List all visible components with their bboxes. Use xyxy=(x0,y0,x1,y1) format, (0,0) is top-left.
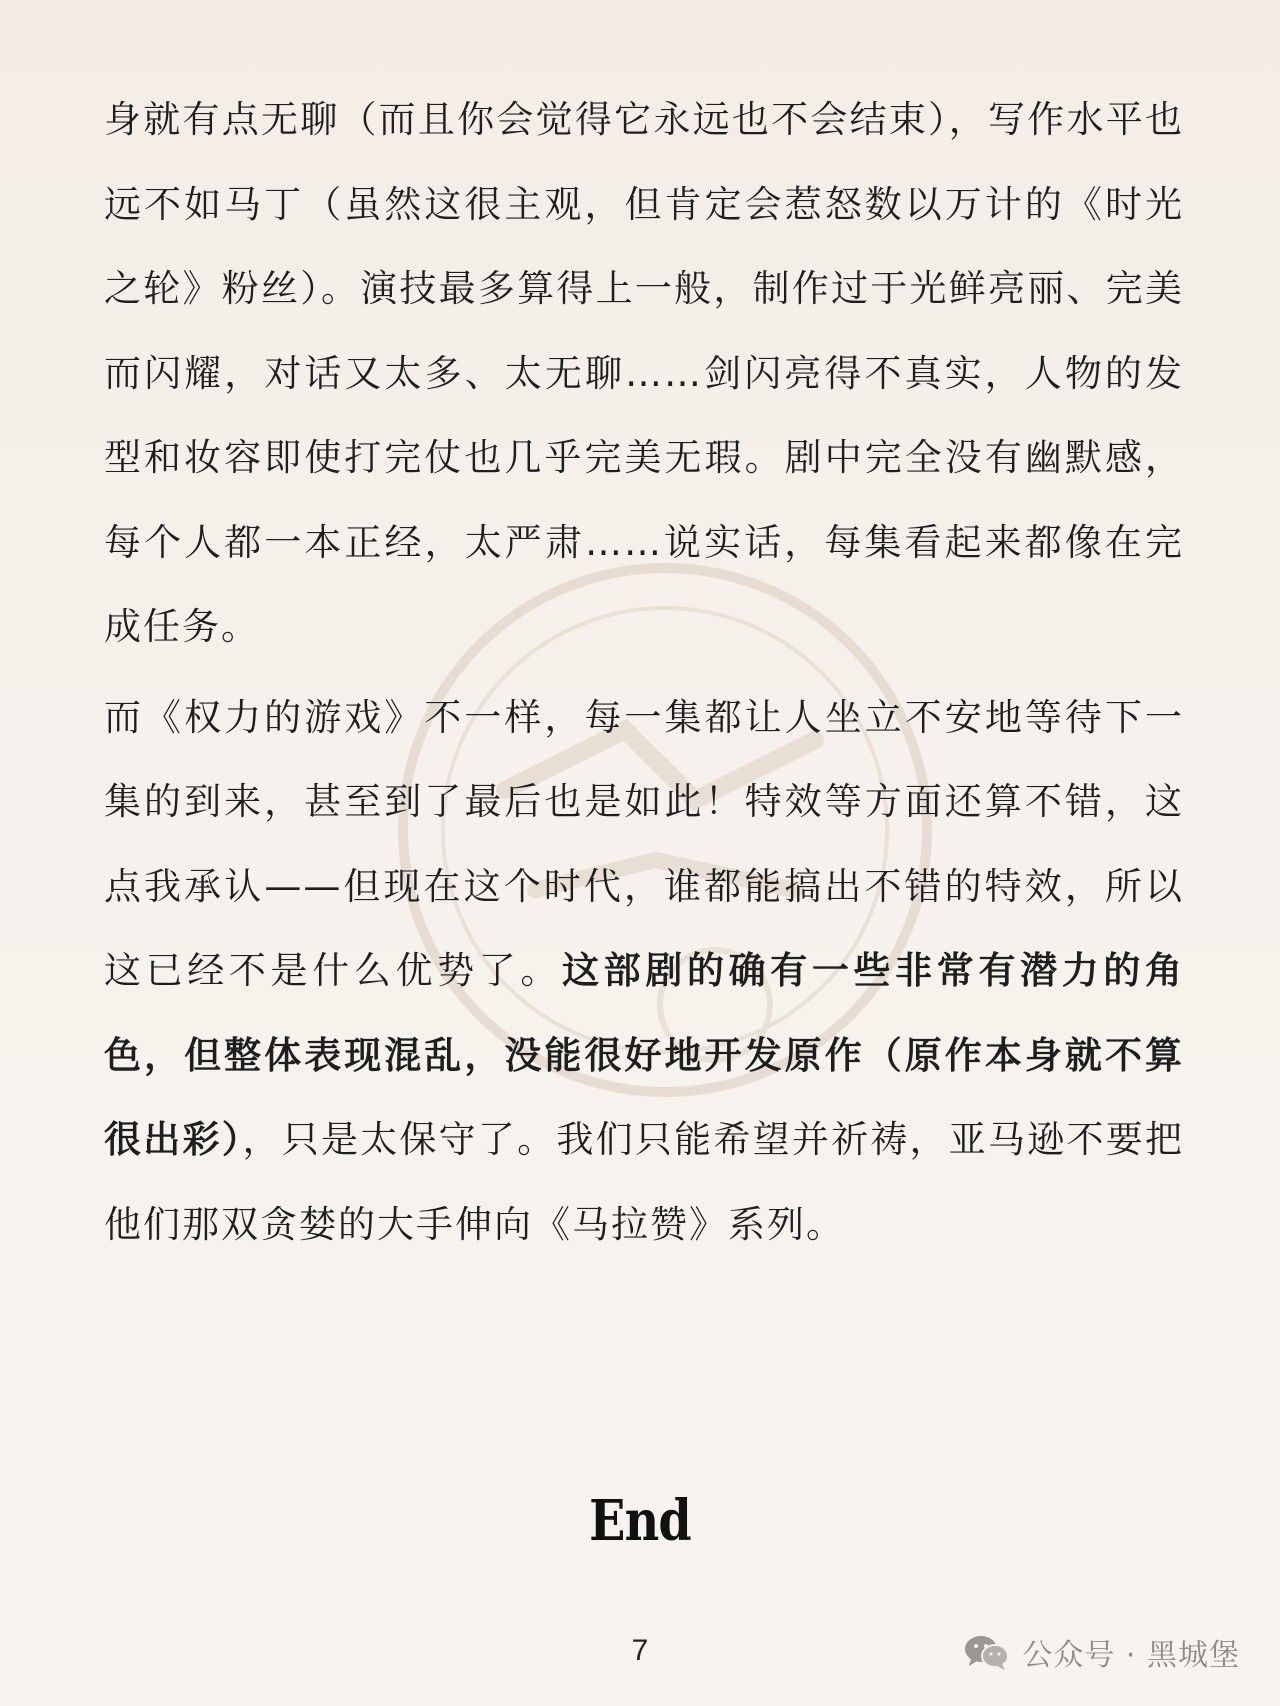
page-number: 7 xyxy=(631,1634,649,1667)
wechat-icon xyxy=(962,1632,1012,1672)
bold-highlight-text: 这部剧的确有一些非常有潜力的角色，但整体表现混乱，没能很好地开发原作（原作本身就不算很出彩） xyxy=(104,949,1185,1161)
paragraph xyxy=(104,676,1184,1268)
end-mark: End xyxy=(589,1488,691,1554)
wechat-account-label: 公众号 · 黑城堡 xyxy=(1022,1638,1240,1673)
paragraph-text: ，只是太保守了。我们只能希望并祈祷，亚马逊不要把他们那双贪婪的大手伸向《马拉赞》系列。 xyxy=(104,1118,1185,1246)
article-body xyxy=(104,78,1184,1267)
paragraph-text: 身就有点无聊（而且你会觉得它永远也不会结束），写作水平也远不如马丁（虽然这很主观，但肯定会惹怒数以万计的《时光之轮》粉丝）。演技最多算得上一般，制作过于光鲜亮丽、完美而闪耀，对话又太多、太无聊……剑闪亮得不真实，人物的发型和妆容即使打完仗也几乎完美无瑕。剧中完全没有幽默感，每个人都一本正经，太严肃……说实话，每集看起来都像在完成任务。 xyxy=(104,98,1184,648)
paragraph-text: 而《权力的游戏》不一样，每一集都让人坐立不安地等待下一集的到来，甚至到了最后也是如此！特效等方面还算不错，这点我承认——但现在这个时代，谁都能搞出不错的特效，所以这已经不是什么优势了。 xyxy=(104,695,1184,992)
paragraph xyxy=(104,78,1184,670)
wechat-account-tag xyxy=(962,1630,1240,1674)
